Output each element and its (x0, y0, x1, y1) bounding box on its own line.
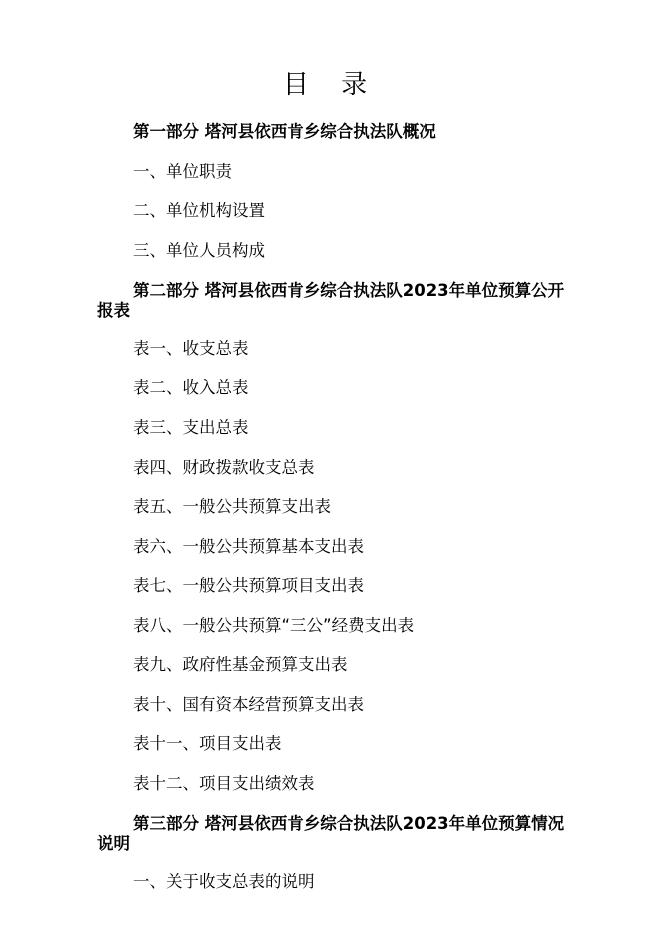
toc-item: 表十二、项目支出绩效表 (133, 774, 315, 793)
toc-item: 表六、一般公共预算基本支出表 (133, 537, 364, 556)
toc-item: 一、关于收支总表的说明 (133, 872, 315, 891)
part1-heading: 第一部分 塔河县依西肯乡综合执法队概况 (133, 122, 436, 141)
part3-heading: 第三部分 塔河县依西肯乡综合执法队2023年单位预算情况说明 (97, 814, 565, 853)
toc-item: 表十一、项目支出表 (133, 734, 282, 753)
toc-item: 表九、政府性基金预算支出表 (133, 655, 348, 674)
toc-item: 二、单位机构设置 (133, 201, 265, 220)
toc-item: 表三、支出总表 (133, 418, 249, 437)
toc-item: 一、单位职责 (133, 162, 232, 181)
toc-item: 表四、财政拨款收支总表 (133, 458, 315, 477)
toc-item: 表八、一般公共预算“三公”经费支出表 (133, 616, 415, 635)
part2-heading: 第二部分 塔河县依西肯乡综合执法队2023年单位预算公开报表 (97, 281, 565, 320)
toc-item: 表七、一般公共预算项目支出表 (133, 576, 364, 595)
page-title: 目 录 (282, 70, 380, 100)
toc-item: 表二、收入总表 (133, 378, 249, 397)
toc-item: 表一、收支总表 (133, 339, 249, 358)
toc-item: 表十、国有资本经营预算支出表 (133, 695, 364, 714)
toc-item: 三、单位人员构成 (133, 241, 265, 260)
toc-item: 表五、一般公共预算支出表 (133, 497, 331, 516)
